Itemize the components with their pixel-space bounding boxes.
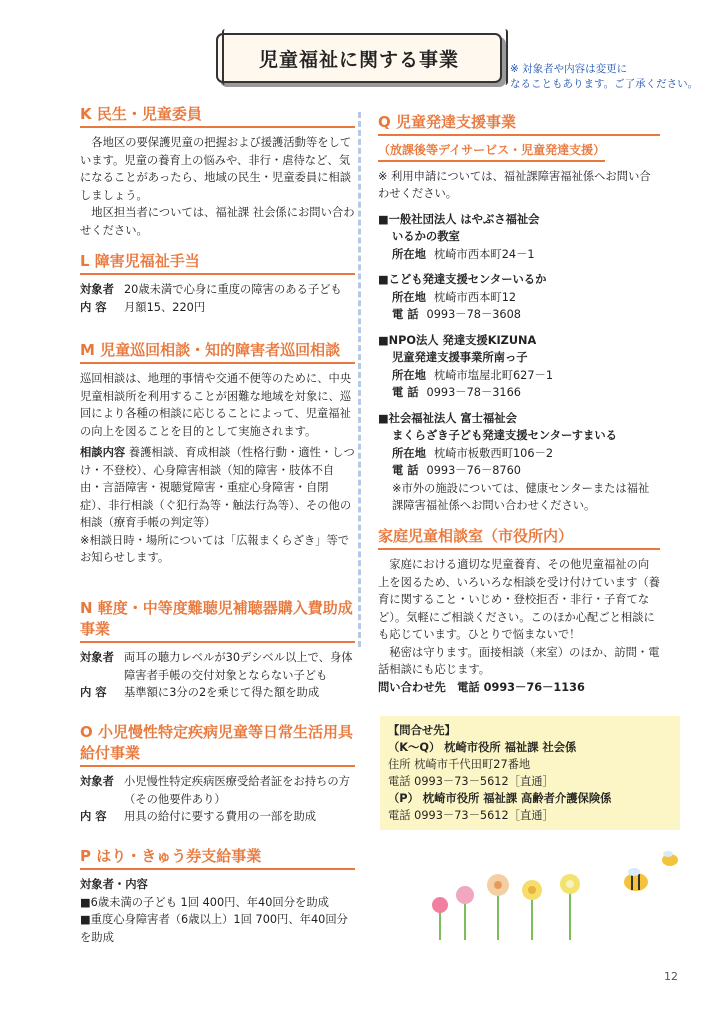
page-title: 児童福祉に関する事業 bbox=[216, 33, 502, 83]
change-note: ※ 対象者や内容は変更に なることもあります。ご了承ください。 bbox=[510, 63, 699, 90]
flower-icon bbox=[456, 886, 474, 940]
section-l-heading: L 障害児福祉手当 bbox=[80, 251, 355, 275]
flower-icon bbox=[522, 880, 542, 940]
bee-icon bbox=[624, 868, 648, 891]
org-item: ■こども発達支援センターいるか 所在地 枕崎市西本町12 電 話 0993－78－3608 bbox=[378, 273, 547, 321]
section-k-contact: 地区担当者については、福祉課 社会係にお問い合わせください。 bbox=[80, 206, 355, 237]
org-item: ■NPO法人 発達支援KIZUNA 児童発達支援事業所南っ子 所在地 枕崎市塩屋北町627－1 電 話 0993－78－3166 bbox=[378, 333, 554, 399]
section-m-text: 巡回相談は、地理的事情や交通不便等のために、中央児童相談所を利用することが困難な地域を対象に、巡回により各種の相談に応じることによって、児童福祉の向上を図ることを目的として実施されます。 bbox=[80, 372, 352, 438]
section-p: P はり・きゅう券支給事業 対象者・内容 ■6歳未満の子ども 1回 400円、年40回分を助成 ■重度心身障害者（6歳以上）1回 700円、年40回分を助成 bbox=[80, 846, 355, 946]
section-k-heading: K 民生・児童委員 bbox=[80, 104, 355, 128]
section-o: O 小児慢性特定疾病児童等日常生活用具給付事業 対象者 小児慢性特定疾病医療受給者証をお持ちの方（その他要件あり） 内 容 用具の給付に要する費用の一部を助成 bbox=[80, 722, 355, 826]
section-o-heading: O 小児慢性特定疾病児童等日常生活用具給付事業 bbox=[80, 722, 355, 767]
bee-icon bbox=[662, 851, 678, 866]
flower-icon bbox=[487, 874, 509, 940]
section-l: L 障害児福祉手当 対象者 20歳未満で心身に重度の障害のある子ども 内 容 月額15、220円 bbox=[80, 251, 355, 316]
org-item: ■一般社団法人 はやぶさ福祉会 いるかの教室 所在地 枕崎市西本町24－1 bbox=[378, 212, 540, 261]
section-k bbox=[80, 104, 355, 239]
section-home: 家庭児童相談室（市役所内） 家庭における適切な児童養育、その他児童福祉の向上を図るため、いろいろな相談を受け付けています（養育に関すること・いじめ・登校拒否・非行・子育てなど）。気軽にご相談ください。このほか心配ごと相談にも応じています。ひとりで悩まないで！ 秘密は守ります。面接相談（来室）のほか、訪問・電話相談にも応じます。 問い合わせ先 電話 0993－76－1136 bbox=[378, 527, 660, 694]
section-q-heading: Q 児童発達支援事業 bbox=[378, 112, 660, 136]
page-number: 12 bbox=[664, 970, 678, 983]
org-item: ■社会福祉法人 富士福祉会 まくらざき子ども発達支援センターすまいる 所在地 枕崎市板敷西町106－2 電 話 0993－76－8760 bbox=[378, 411, 617, 477]
flowers-bees-illustration bbox=[420, 850, 680, 940]
section-home-heading: 家庭児童相談室（市役所内） bbox=[378, 526, 660, 550]
section-q: Q 児童発達支援事業 （放課後等デイサービス・児童発達支援） ※ 利用申請については、福祉課障害福祉係へお問い合わせください。 ■一般社団法人 はやぶさ福祉会 いるかの教室 所在地 枕崎市西本町24－1 ■こども発達支援センターいるか 所在地 枕崎市西本町12 電 話 0993－78－3608 ■NPO法人 発達支援KIZUNA 児童発達支援事業所南っ子 所在地 枕崎市塩屋北町627－1 電 話 0993－78－3166 ■社会福祉法人 富士福祉会 まくらざき子ども発達支援センターすまいる 所在地 枕崎市板敷西町106－2 電 話 0993－76－8760 ※市外の施設については、健康センターまたは福祉課障害福祉係へお問い合わせください。 bbox=[378, 112, 660, 515]
section-n-heading: N 軽度・中等度難聴児補聴器購入費助成事業 bbox=[80, 598, 355, 643]
contact-box: 【問合せ先】 （K～Q） 枕崎市役所 福祉課 社会係 住所 枕崎市千代田町27番地 電話 0993－73－5612［直通］ （P） 枕崎市役所 福祉課 高齢者介護保険係 電話 0993－73－5612［直通］ bbox=[380, 716, 680, 830]
section-p-heading: P はり・きゅう券支給事業 bbox=[80, 846, 355, 870]
column-divider bbox=[358, 112, 361, 647]
org-list bbox=[378, 211, 660, 480]
section-m-heading: M 児童巡回相談・知的障害者巡回相談 bbox=[80, 340, 355, 364]
section-m: M 児童巡回相談・知的障害者巡回相談 巡回相談は、地理的事情や交通不便等のために、中央児童相談所を利用することが困難な地域を対象に、巡回により各種の相談に応じることによって、児童福祉の向上を図ることを目的として実施されます。 相談内容 養護相談、育成相談（性格行動・適性・しつけ・不登校）、心身障害相談（知的障害・肢体不自由・言語障害・視聴覚障害・重症心身障害・自閉症）、非行相談（ぐ犯行為等・触法行為等）、その他の相談（療育手帳の判定等） ※相談日時・場所については「広報まくらざき」等でお知らせします。 bbox=[80, 341, 355, 564]
section-n: N 軽度・中等度難聴児補聴器購入費助成事業 対象者 両耳の聴力レベルが30デシベル以上で、身体障害者手帳の交付対象とならない子ども 内 容 基準額に3分の2を乗じて得た額を助成 bbox=[80, 598, 355, 702]
flower-icon bbox=[432, 897, 448, 940]
flower-icon bbox=[560, 874, 580, 940]
section-k-text: 各地区の要保護児童の把握および援護活動等をしています。児童の養育上の悩みや、非行・虐待など、気になることがあったら、地域の民生・児童委員に相談しましょう。 bbox=[80, 136, 352, 202]
